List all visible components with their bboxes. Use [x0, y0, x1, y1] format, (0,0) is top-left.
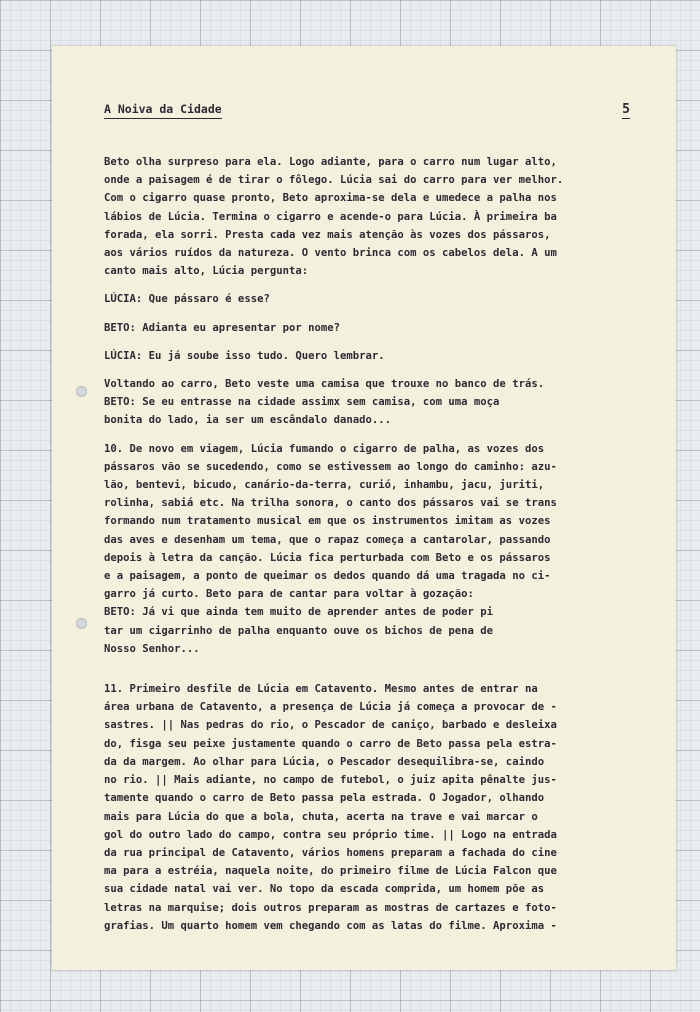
- typewritten-page: [52, 46, 676, 970]
- text-line: sastres. || Nas pedras do rio, o Pescador de caniço, barbado e desleixa: [104, 719, 557, 732]
- text-line: do, fisga seu peixe justamente quando o carro de Beto passa pela estra-: [104, 737, 557, 750]
- spacer: [104, 430, 640, 440]
- text-line: LÚCIA: Que pássaro é esse?: [104, 293, 270, 306]
- text-line: Beto olha surpreso para ela. Logo adiante, para o carro num lugar alto,: [104, 156, 557, 168]
- text-line: forada, ela sorri. Presta cada vez mais atenção às vozes dos pássaros,: [104, 228, 551, 241]
- text-line: Com o cigarro quase pronto, Beto aproxima-se dela e umedece a palha nos: [104, 192, 557, 205]
- text-line: letras na marquise; dois outros preparam as mostras de cartazes e foto-: [104, 901, 557, 914]
- text-line: depois à letra da canção. Lúcia fica perturbada com Beto e os pássaros: [104, 551, 551, 564]
- text-line: 10. De novo em viagem, Lúcia fumando o cigarro de palha, as vozes dos: [104, 442, 545, 455]
- text-line: tar um cigarrinho de palha enquanto ouve os bichos de pena de: [104, 624, 494, 637]
- text-line: onde a paisagem é de tirar o fôlego. Lúcia sai do carro para ver melhor.: [104, 174, 564, 187]
- text-line: BETO: Já vi que ainda tem muito de aprender antes de poder pi: [104, 606, 494, 619]
- spacer: [104, 309, 640, 319]
- text-line: 11. Primeiro desfile de Lúcia em Catavento. Mesmo antes de entrar na: [104, 683, 538, 696]
- text-line: das aves e desenham um tema, que o rapaz começa a cantarolar, passando: [104, 533, 551, 546]
- text-line: canto mais alto, Lúcia pergunta:: [104, 265, 309, 278]
- page-number: 5: [622, 102, 630, 117]
- text-line: no rio. || Mais adiante, no campo de futebol, o juiz apita pênalte jus-: [104, 774, 557, 787]
- punch-hole: [76, 386, 87, 397]
- text-line: bonita do lado, ia ser um escândalo danado...: [104, 414, 392, 427]
- document-title: A Noiva da Cidade: [104, 102, 222, 119]
- spacer: [104, 658, 640, 680]
- punch-hole: [76, 618, 87, 629]
- spacer: [104, 337, 640, 347]
- text-line: da rua principal de Catavento, vários homens preparam a fachada do cine: [104, 846, 557, 859]
- text-line: BETO: Se eu entrasse na cidade assimx sem camisa, com uma moça: [104, 396, 500, 409]
- text-line: Voltando ao carro, Beto veste uma camisa que trouxe no banco de trás.: [104, 378, 545, 391]
- text-line: aos vários ruídos da natureza. O vento brinca com os cabelos dela. A um: [104, 247, 557, 260]
- text-line: rolinha, sabiá etc. Na trilha sonora, o canto dos pássaros vai se trans: [104, 497, 557, 510]
- text-line: lão, bentevi, bicudo, canário-da-terra, curió, inhambu, jacu, juriti,: [104, 479, 545, 492]
- text-line: mais para Lúcia do que a bola, chuta, acerta na trave e vai marcar o: [104, 810, 538, 823]
- text-line: e a paisagem, a ponto de queimar os dedos quando dá uma tragada no ci-: [104, 570, 551, 583]
- text-line: Nosso Senhor...: [104, 642, 200, 655]
- page-header: [104, 102, 640, 119]
- spacer: [104, 365, 640, 375]
- text-line: LÚCIA: Eu já soube isso tudo. Quero lembrar.: [104, 349, 385, 362]
- text-line: ma para a estréia, naquela noite, do primeiro filme de Lúcia Falcon que: [104, 865, 557, 878]
- text-line: BETO: Adianta eu apresentar por nome?: [104, 321, 340, 334]
- text-line: grafias. Um quarto homem vem chegando com as latas do filme. Aproxima -: [104, 919, 557, 932]
- text-line: área urbana de Catavento, a presença de Lúcia já começa a provocar de -: [104, 701, 557, 714]
- text-line: da da margem. Ao olhar para Lúcia, o Pescador desequilibra-se, caindo: [104, 755, 545, 768]
- text-line: tamente quando o carro de Beto passa pela estrada. O Jogador, olhando: [104, 792, 545, 805]
- text-line: formando num tratamento musical em que os instrumentos imitam as vozes: [104, 515, 551, 528]
- text-line: lábios de Lúcia. Termina o cigarro e acende-o para Lúcia. À primeira ba: [104, 210, 557, 223]
- text-line: garro já curto. Beto para de cantar para voltar à gozação:: [104, 588, 474, 601]
- body-text: [104, 153, 640, 935]
- spacer: [104, 280, 640, 290]
- text-line: sua cidade natal vai ver. No topo da escada comprida, um homem põe as: [104, 883, 545, 896]
- text-line: pássaros vão se sucedendo, como se estivessem ao longo do caminho: azu-: [104, 460, 557, 473]
- text-line: gol do outro lado do campo, contra seu próprio time. || Logo na entrada: [104, 828, 557, 841]
